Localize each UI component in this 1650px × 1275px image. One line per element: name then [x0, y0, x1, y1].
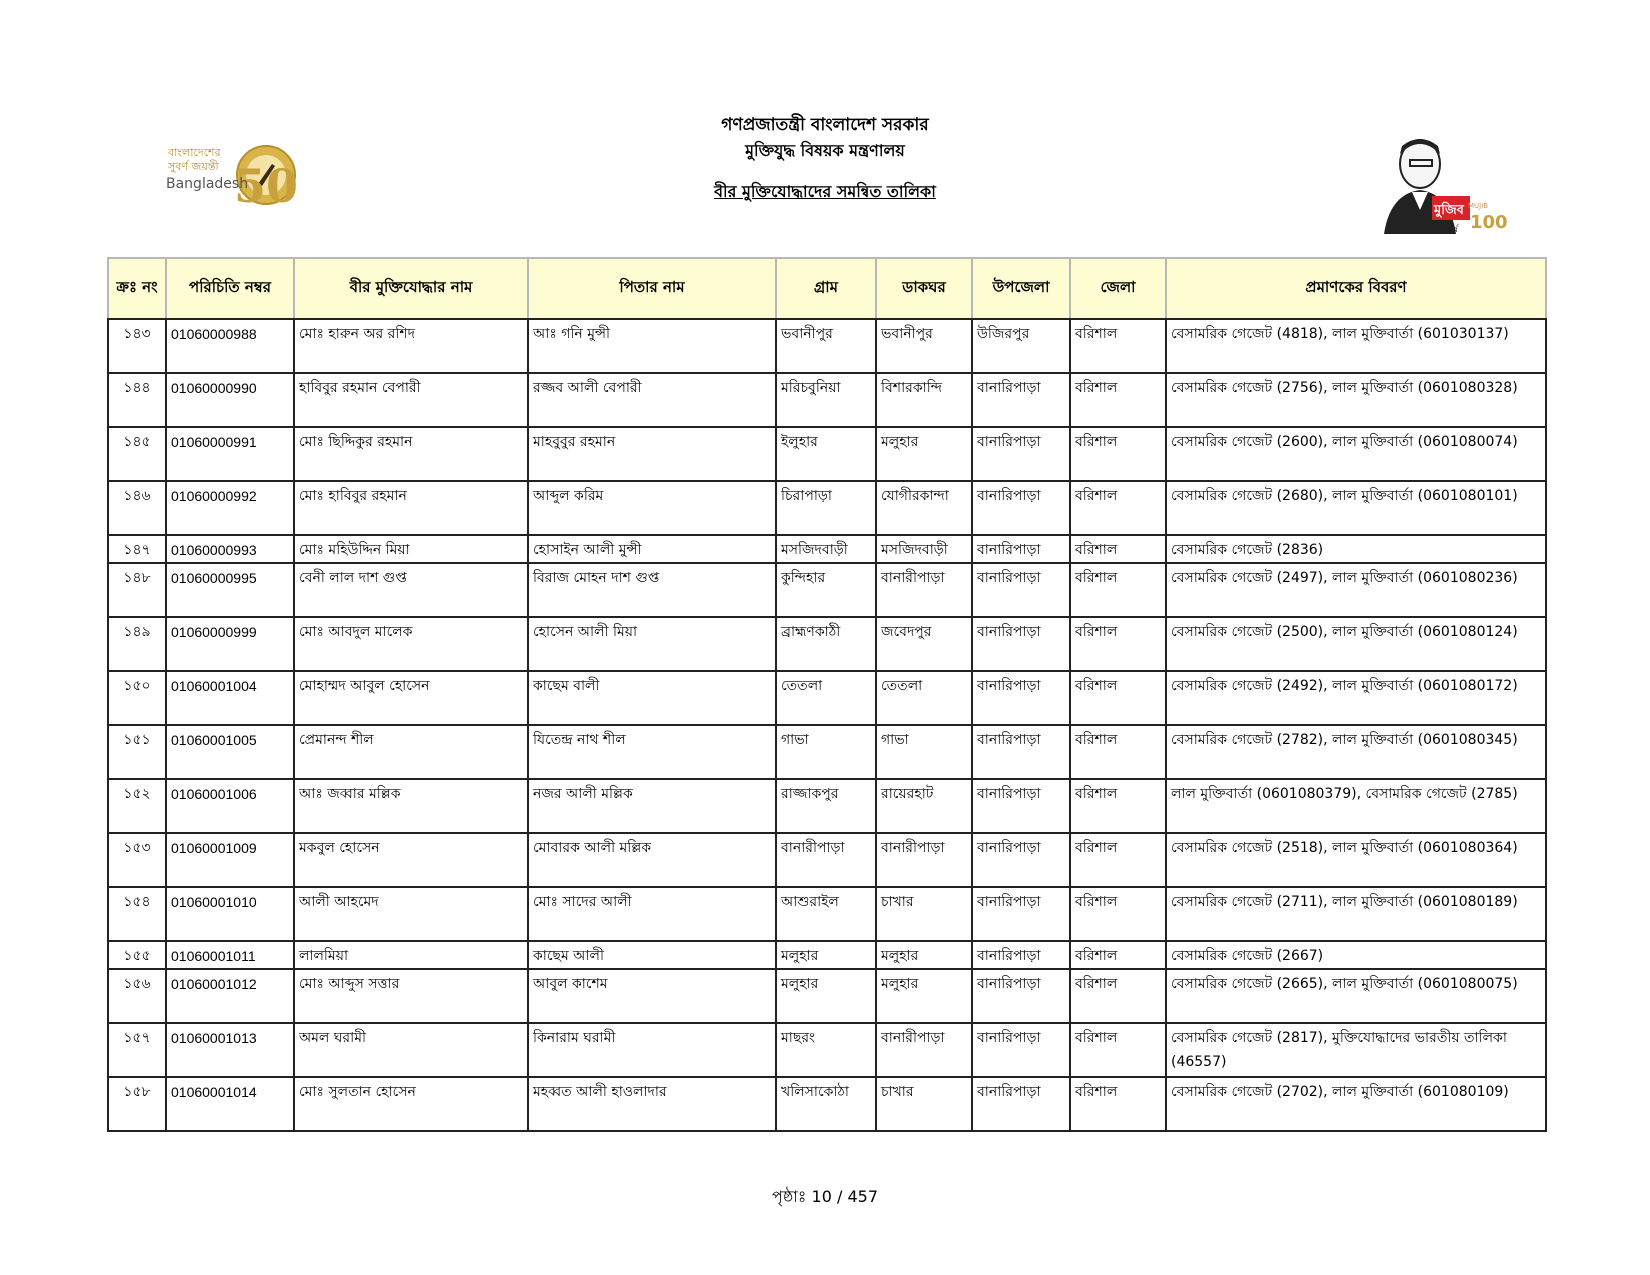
logo-mujib-sub: শতবর্ষ: [1436, 225, 1459, 235]
cell-post-office: মলুহার: [876, 969, 972, 1023]
table-row: [108, 319, 1546, 373]
cell-upazila: বানারিপাড়া: [972, 833, 1070, 887]
cell-village: মাছরং: [776, 1023, 876, 1077]
table-row: [108, 535, 1546, 563]
cell-name: আঃ জব্বার মল্লিক: [294, 779, 528, 833]
cell-name: মোঃ মহিউদ্দিন মিয়া: [294, 535, 528, 563]
government-title: গণপ্রজাতন্ত্রী বাংলাদেশ সরকার: [721, 115, 929, 135]
cell-name: বেনী লাল দাশ গুপ্ত: [294, 563, 528, 617]
cell-post-office: চাখার: [876, 1077, 972, 1131]
cell-upazila: বানারিপাড়া: [972, 1023, 1070, 1077]
cell-district: বরিশাল: [1070, 481, 1166, 535]
cell-post-office: যোগীরকান্দা: [876, 481, 972, 535]
list-title: বীর মুক্তিযোদ্ধাদের সমন্বিত তালিকা: [714, 182, 936, 201]
cell-father: কাছেম বালী: [528, 671, 776, 725]
cell-district: বরিশাল: [1070, 563, 1166, 617]
cell-serial: ১৪৩: [108, 319, 166, 373]
cell-evidence: বেসামরিক গেজেট (2518), লাল মুক্তিবার্তা (0601080364): [1166, 833, 1546, 887]
cell-village: মরিচবুনিয়া: [776, 373, 876, 427]
cell-district: বরিশাল: [1070, 535, 1166, 563]
cell-father: আব্দুল করিম: [528, 481, 776, 535]
cell-district: বরিশাল: [1070, 969, 1166, 1023]
col-header-post-office: ডাকঘর: [876, 258, 972, 319]
cell-father: হোসেন আলী মিয়া: [528, 617, 776, 671]
freedom-fighters-table: [107, 257, 1547, 1132]
cell-district: বরিশাল: [1070, 1077, 1166, 1131]
cell-father: নজর আলী মল্লিক: [528, 779, 776, 833]
cell-post-office: বানারীপাড়া: [876, 833, 972, 887]
table-row: [108, 1023, 1546, 1077]
cell-serial: ১৪৮: [108, 563, 166, 617]
cell-father: রজ্জব আলী বেপারী: [528, 373, 776, 427]
cell-name: মোঃ হাবিবুর রহমান: [294, 481, 528, 535]
cell-upazila: বানারিপাড়া: [972, 887, 1070, 941]
page-number: 10 / 457: [811, 1187, 879, 1206]
cell-upazila: উজিরপুর: [972, 319, 1070, 373]
cell-evidence: বেসামরিক গেজেট (4818), লাল মুক্তিবার্তা (601030137): [1166, 319, 1546, 373]
logo-text-1: বাংলাদেশের: [168, 146, 221, 159]
cell-upazila: বানারিপাড়া: [972, 481, 1070, 535]
cell-village: আশুরাইল: [776, 887, 876, 941]
cell-village: কুন্দিহার: [776, 563, 876, 617]
cell-name: মোঃ সুলতান হোসেন: [294, 1077, 528, 1131]
cell-id: 01060001004: [166, 671, 294, 725]
cell-id: 01060001005: [166, 725, 294, 779]
table-row: [108, 563, 1546, 617]
cell-serial: ১৪৭: [108, 535, 166, 563]
cell-district: বরিশাল: [1070, 373, 1166, 427]
cell-village: চিরাপাড়া: [776, 481, 876, 535]
cell-evidence: বেসামরিক গেজেট (2711), লাল মুক্তিবার্তা (0601080189): [1166, 887, 1546, 941]
cell-name: মোঃ আবদুল মালেক: [294, 617, 528, 671]
cell-name: আলী আহমেদ: [294, 887, 528, 941]
cell-father: মোবারক আলী মল্লিক: [528, 833, 776, 887]
cell-serial: ১৫৩: [108, 833, 166, 887]
table-row: [108, 969, 1546, 1023]
cell-name: মোঃ হারুন অর রশিদ: [294, 319, 528, 373]
logo-mujib-label: মুজিব: [1434, 203, 1464, 218]
cell-village: মসজিদবাড়ী: [776, 535, 876, 563]
cell-serial: ১৫৬: [108, 969, 166, 1023]
col-header-upazila: উপজেলা: [972, 258, 1070, 319]
cell-village: গাভা: [776, 725, 876, 779]
cell-id: 01060000993: [166, 535, 294, 563]
cell-evidence: বেসামরিক গেজেট (2756), লাল মুক্তিবার্তা (0601080328): [1166, 373, 1546, 427]
cell-serial: ১৫২: [108, 779, 166, 833]
cell-name: মকবুল হোসেন: [294, 833, 528, 887]
cell-serial: ১৪৪: [108, 373, 166, 427]
cell-serial: ১৫৮: [108, 1077, 166, 1131]
cell-district: বরিশাল: [1070, 887, 1166, 941]
cell-evidence: বেসামরিক গেজেট (2665), লাল মুক্তিবার্তা (0601080075): [1166, 969, 1546, 1023]
cell-village: খলিসাকোঠা: [776, 1077, 876, 1131]
cell-post-office: গাভা: [876, 725, 972, 779]
col-header-father: পিতার নাম: [528, 258, 776, 319]
cell-post-office: বানারীপাড়া: [876, 563, 972, 617]
cell-id: 01060001011: [166, 941, 294, 969]
cell-id: 01060000991: [166, 427, 294, 481]
cell-upazila: বানারিপাড়া: [972, 617, 1070, 671]
cell-district: বরিশাল: [1070, 427, 1166, 481]
logo-number: 50: [234, 159, 299, 213]
table-row: [108, 887, 1546, 941]
cell-evidence: বেসামরিক গেজেট (2600), লাল মুক্তিবার্তা (0601080074): [1166, 427, 1546, 481]
cell-district: বরিশাল: [1070, 779, 1166, 833]
cell-upazila: বানারিপাড়া: [972, 427, 1070, 481]
col-header-name: বীর মুক্তিযোদ্ধার নাম: [294, 258, 528, 319]
cell-post-office: বানারীপাড়া: [876, 1023, 972, 1077]
cell-id: 01060001009: [166, 833, 294, 887]
cell-village: ভবানীপুর: [776, 319, 876, 373]
cell-post-office: মলুহার: [876, 427, 972, 481]
cell-id: 01060001013: [166, 1023, 294, 1077]
cell-upazila: বানারিপাড়া: [972, 725, 1070, 779]
cell-name: মোহাম্মদ আবুল হোসেন: [294, 671, 528, 725]
cell-evidence: বেসামরিক গেজেট (2667): [1166, 941, 1546, 969]
cell-name: লালমিয়া: [294, 941, 528, 969]
logo-text-2: সুবর্ণ জয়ন্তী: [168, 160, 219, 173]
cell-village: ব্রাহ্মণকাঠী: [776, 617, 876, 671]
cell-post-office: ভবানীপুর: [876, 319, 972, 373]
cell-upazila: বানারিপাড়া: [972, 671, 1070, 725]
table-row: [108, 941, 1546, 969]
table-header-row: [108, 258, 1546, 319]
cell-evidence: বেসামরিক গেজেট (2782), লাল মুক্তিবার্তা (0601080345): [1166, 725, 1546, 779]
cell-serial: ১৪৬: [108, 481, 166, 535]
cell-name: মোঃ ছিদ্দিকুর রহমান: [294, 427, 528, 481]
cell-father: মহব্বত আলী হাওলাদার: [528, 1077, 776, 1131]
table-row: [108, 481, 1546, 535]
document-header: [0, 112, 1650, 204]
cell-evidence: বেসামরিক গেজেট (2500), লাল মুক্তিবার্তা (0601080124): [1166, 617, 1546, 671]
cell-name: হাবিবুর রহমান বেপারী: [294, 373, 528, 427]
cell-upazila: বানারিপাড়া: [972, 969, 1070, 1023]
cell-name: মোঃ আব্দুস সত্তার: [294, 969, 528, 1023]
col-header-district: জেলা: [1070, 258, 1166, 319]
cell-id: 01060000995: [166, 563, 294, 617]
cell-id: 01060001010: [166, 887, 294, 941]
cell-father: মোঃ সাদের আলী: [528, 887, 776, 941]
cell-serial: ১৫১: [108, 725, 166, 779]
cell-id: 01060000988: [166, 319, 294, 373]
cell-district: বরিশাল: [1070, 725, 1166, 779]
page-footer: [0, 1184, 1650, 1211]
cell-id: 01060001014: [166, 1077, 294, 1131]
cell-id: 01060001006: [166, 779, 294, 833]
table-row: [108, 833, 1546, 887]
cell-evidence: বেসামরিক গেজেট (2702), লাল মুক্তিবার্তা (601080109): [1166, 1077, 1546, 1131]
cell-upazila: বানারিপাড়া: [972, 941, 1070, 969]
table-row: [108, 617, 1546, 671]
cell-father: মাহবুবুর রহমান: [528, 427, 776, 481]
cell-post-office: চাখার: [876, 887, 972, 941]
cell-post-office: বিশারকান্দি: [876, 373, 972, 427]
cell-id: 01060000992: [166, 481, 294, 535]
cell-evidence: বেসামরিক গেজেট (2836): [1166, 535, 1546, 563]
cell-evidence: বেসামরিক গেজেট (2680), লাল মুক্তিবার্তা (0601080101): [1166, 481, 1546, 535]
cell-district: বরিশাল: [1070, 833, 1166, 887]
cell-id: 01060001012: [166, 969, 294, 1023]
cell-post-office: জবেদপুর: [876, 617, 972, 671]
cell-serial: ১৫৭: [108, 1023, 166, 1077]
cell-evidence: বেসামরিক গেজেট (2497), লাল মুক্তিবার্তা (0601080236): [1166, 563, 1546, 617]
col-header-id: পরিচিতি নম্বর: [166, 258, 294, 319]
cell-upazila: বানারিপাড়া: [972, 779, 1070, 833]
logo-text-3: Bangladesh: [166, 176, 249, 192]
cell-evidence: বেসামরিক গেজেট (2817), মুক্তিযোদ্ধাদের ভারতীয় তালিকা (46557): [1166, 1023, 1546, 1077]
cell-post-office: মসজিদবাড়ী: [876, 535, 972, 563]
cell-village: বানারীপাড়া: [776, 833, 876, 887]
cell-serial: ১৫৪: [108, 887, 166, 941]
cell-upazila: বানারিপাড়া: [972, 1077, 1070, 1131]
cell-serial: ১৫৫: [108, 941, 166, 969]
cell-serial: ১৪৫: [108, 427, 166, 481]
cell-name: অমল ঘরামী: [294, 1023, 528, 1077]
cell-father: হোসাইন আলী মুন্সী: [528, 535, 776, 563]
cell-id: 01060000999: [166, 617, 294, 671]
col-header-village: গ্রাম: [776, 258, 876, 319]
cell-father: আবুল কাশেম: [528, 969, 776, 1023]
col-header-evidence: প্রমাণকের বিবরণ: [1166, 258, 1546, 319]
cell-evidence: লাল মুক্তিবার্তা (0601080379), বেসামরিক গেজেট (2785): [1166, 779, 1546, 833]
cell-name: প্রেমানন্দ শীল: [294, 725, 528, 779]
table-row: [108, 779, 1546, 833]
cell-serial: ১৫০: [108, 671, 166, 725]
cell-village: মলুহার: [776, 969, 876, 1023]
cell-evidence: বেসামরিক গেজেট (2492), লাল মুক্তিবার্তা (0601080172): [1166, 671, 1546, 725]
cell-district: বরিশাল: [1070, 941, 1166, 969]
cell-post-office: রায়েরহাট: [876, 779, 972, 833]
cell-district: বরিশাল: [1070, 319, 1166, 373]
cell-village: মলুহার: [776, 941, 876, 969]
logo-mujib-en: MUJIB: [1468, 202, 1489, 210]
cell-father: যিতেন্দ্র নাথ শীল: [528, 725, 776, 779]
cell-father: কাছেম আলী: [528, 941, 776, 969]
col-header-serial: ক্রঃ নং: [108, 258, 166, 319]
table-row: [108, 427, 1546, 481]
table-row: [108, 373, 1546, 427]
page-label: পৃষ্ঠাঃ: [771, 1187, 807, 1206]
cell-id: 01060000990: [166, 373, 294, 427]
cell-father: আঃ গনি মুন্সী: [528, 319, 776, 373]
cell-post-office: তেতলা: [876, 671, 972, 725]
cell-village: ইলুহার: [776, 427, 876, 481]
cell-upazila: বানারিপাড়া: [972, 563, 1070, 617]
cell-father: কিনারাম ঘরামী: [528, 1023, 776, 1077]
cell-post-office: মলুহার: [876, 941, 972, 969]
table-row: [108, 725, 1546, 779]
logo-mujib-number: 100: [1470, 212, 1508, 233]
cell-serial: ১৪৯: [108, 617, 166, 671]
cell-district: বরিশাল: [1070, 1023, 1166, 1077]
table-row: [108, 1077, 1546, 1131]
ministry-title: মুক্তিযুদ্ধ বিষয়ক মন্ত্রণালয়: [745, 141, 905, 160]
cell-village: তেতলা: [776, 671, 876, 725]
cell-village: রাজ্জাকপুর: [776, 779, 876, 833]
cell-upazila: বানারিপাড়া: [972, 535, 1070, 563]
cell-district: বরিশাল: [1070, 617, 1166, 671]
table-row: [108, 671, 1546, 725]
cell-father: বিরাজ মোহন দাশ গুপ্ত: [528, 563, 776, 617]
cell-district: বরিশাল: [1070, 671, 1166, 725]
cell-upazila: বানারিপাড়া: [972, 373, 1070, 427]
